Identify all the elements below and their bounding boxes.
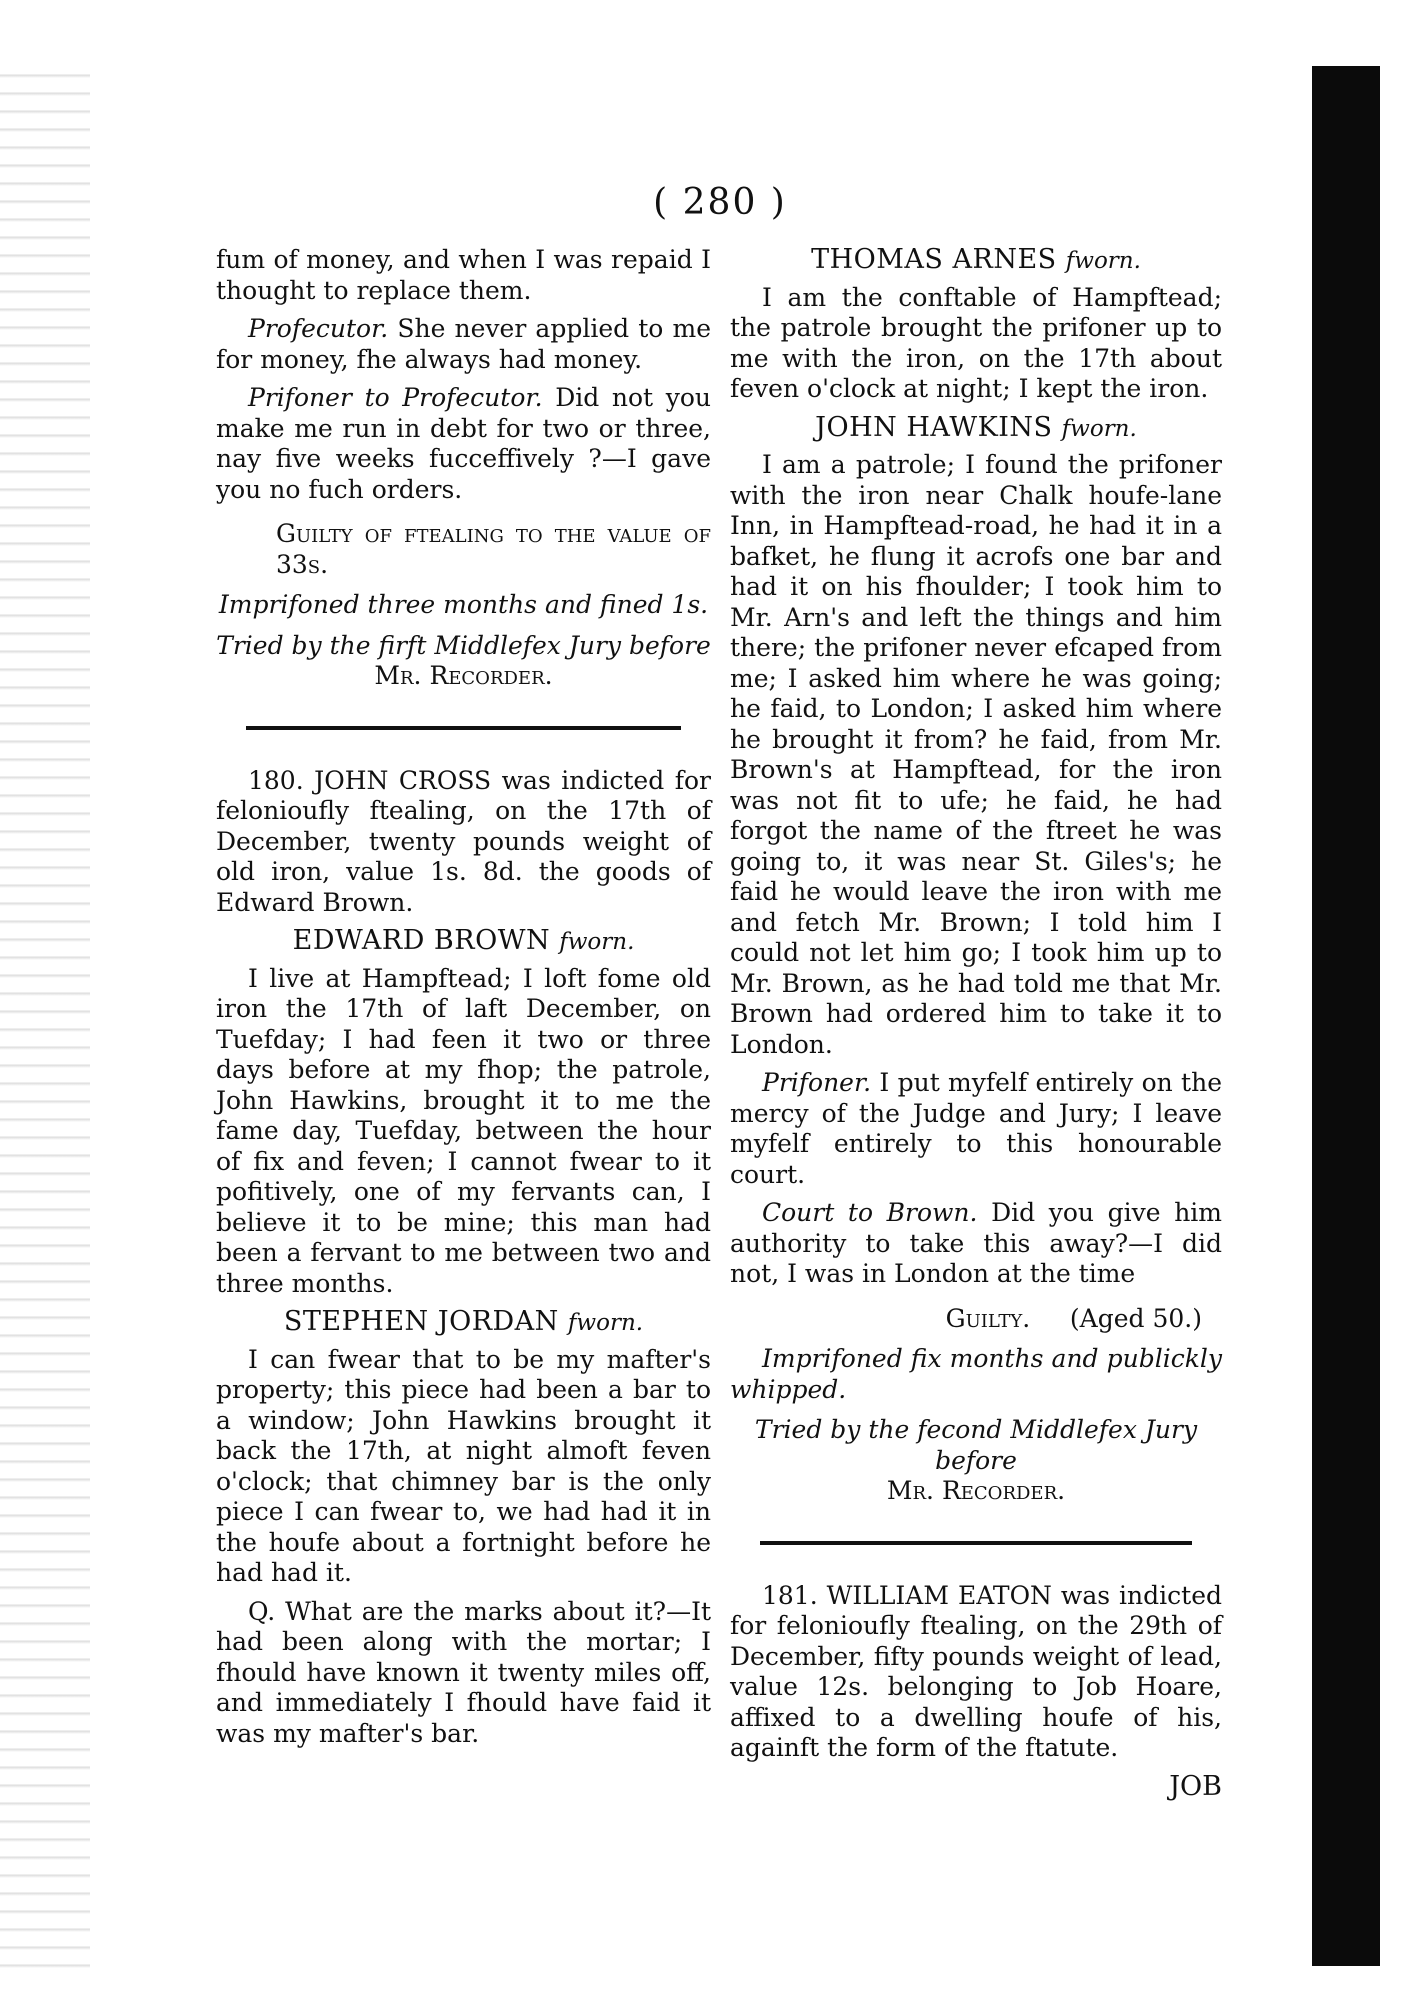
speaker-label: Court to Brown.: [762, 1198, 978, 1227]
witness-heading: [216, 1307, 711, 1339]
paragraph: [730, 1198, 1222, 1290]
paragraph: [216, 314, 711, 375]
tried-by: Tried by the firft Middlefex Jury before: [216, 630, 711, 660]
sworn-label: fworn.: [1065, 248, 1141, 274]
case-heading: 181. WILLIAM EATON was indicted for felonioufly ftealing, on the 29th of December, fifty pounds weight of lead, value 12s. belonging to Job Hoare, affixed to a dwelling houfe of his, againft the form of the ftatute.: [730, 1580, 1222, 1762]
tried-by: Tried by the fecond Middlefex Jury before: [754, 1415, 1198, 1475]
witness-name: EDWARD BROWN: [292, 925, 551, 956]
testimony: I live at Hampftead; I loft fome old iron the 17th of laft December, on Tuefday; I had feen it two or three days before at my fhop; the patrole, John Hawkins, brought it to me the fame day, Tuefday, between the hour of fix and feven; I cannot fwear to it pofitively, one of my fervants can, I believe it to be mine; this man had been a fervant to me between two and three months.: [216, 963, 711, 1298]
witness-heading: [730, 245, 1222, 277]
testimony: I am the conftable of Hampftead; the patrole brought the prifoner up to me with the iron, on the 17th about feven o'clock at night; I kept the iron.: [730, 282, 1222, 403]
paragraph: [216, 383, 711, 505]
sworn-label: fworn.: [1061, 415, 1137, 442]
age: (Aged 50.): [1069, 1303, 1202, 1333]
page-number: ( 280 ): [653, 182, 787, 223]
witness-name: THOMAS ARNES: [811, 244, 1057, 275]
testimony: I can fwear that to be my mafter's property; this piece had been a bar to a window; John Hawkins brought it back the 17th, at night almoft feven o'clock; that chimney bar is the only piece I can fwear to, we had had it in the houfe about a fortnight before he had had it.: [216, 1344, 711, 1587]
section-rule: [246, 726, 681, 730]
verdict: Guilty of ftealing to the value of 33s.: [276, 519, 711, 579]
catchword: JOB: [1169, 1770, 1222, 1802]
scan-edge-right: [1312, 66, 1380, 1966]
sentence: Imprifoned fix months and publickly whipped.: [730, 1344, 1222, 1404]
left-column: [216, 245, 711, 1757]
right-column: [730, 245, 1222, 1802]
witness-name: JOHN HAWKINS: [815, 411, 1053, 443]
sworn-label: fworn.: [559, 929, 635, 955]
speech-text: She never applied to me for money, fhe always had money.: [216, 314, 711, 374]
speech-text: Did not you make me run in debt for two or three, nay five weeks fucceffively ?—I gave you no fuch orders.: [216, 383, 712, 504]
paragraph: fum of money, and when I was repaid I thought to replace them.: [216, 245, 711, 305]
testimony: I am a patrole; I found the prifoner with the iron near Chalk houfe-lane Inn, in Hampftead-road, he had it in a bafket, he flung it acrofs one bar and had it on his fhoulder; I took him to Mr. Arn's and left the things and him there; the prifoner never efcaped from me; I asked him where he was going; he faid, to London; I asked him where he brought it from? he faid, from Mr. Brown's at Hampftead, for the iron was not fit to ufe; he faid, he had forgot the name of the ftreet he was going to, it was near St. Giles's; he faid he would leave the iron with me and fetch Mr. Brown; I told him I could not let him go; I took him up to Mr. Brown, as he had told me that Mr. Brown had ordered him to take it to London.: [730, 450, 1222, 1059]
speaker-label: Profecutor.: [248, 314, 389, 343]
paragraph: [730, 1068, 1222, 1190]
verdict-line: [730, 1304, 1222, 1335]
section-rule: [760, 1541, 1192, 1545]
tried-by-judge: Mr. Recorder.: [886, 1476, 1066, 1505]
tried-by-judge: Mr. Recorder.: [374, 661, 553, 690]
witness-heading: [730, 413, 1222, 445]
scan-edge-left: [0, 60, 90, 1980]
speech-text: I put myfelf entirely on the mercy of the Judge and Jury; I leave myfelf entirely to this honourable court.: [730, 1068, 1222, 1189]
speaker-label: Prifoner to Profecutor.: [248, 383, 543, 412]
question: Q. What are the marks about it?—It had been along with the mortar; I fhould have known it twenty miles off, and immediately I fhould have faid it was my mafter's bar.: [216, 1596, 711, 1748]
speech-text: Did you give him authority to take this away?—I did not, I was in London at the time: [730, 1198, 1222, 1288]
verdict: Guilty.: [945, 1303, 1031, 1333]
case-heading: 180. JOHN CROSS was indicted for felonioufly ftealing, on the 17th of December, twenty pounds weight of old iron, value 1s. 8d. the goods of Edward Brown.: [216, 765, 711, 917]
speaker-label: Prifoner.: [762, 1068, 872, 1097]
sworn-label: fworn.: [567, 1310, 644, 1336]
witness-heading: [216, 926, 711, 958]
witness-name: STEPHEN JORDAN: [283, 1306, 559, 1337]
sentence: Imprifoned three months and fined 1s.: [218, 590, 709, 619]
